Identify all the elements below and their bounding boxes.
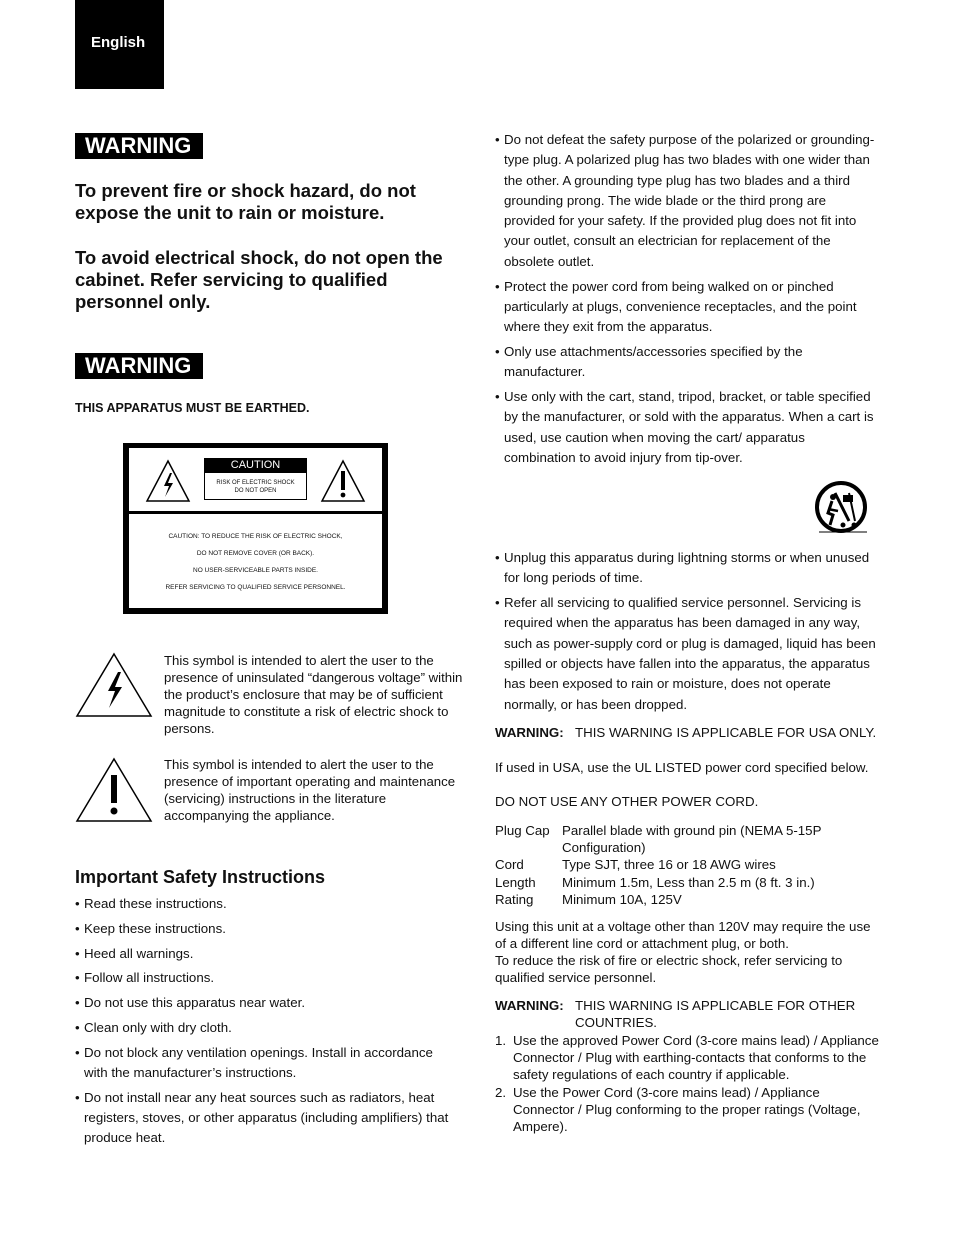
list-item: • Use only with the cart, stand, tripod, bracket, or table specified by the manufacturer, or sold with the apparatus. When a cart is used, use caution when moving the cart/ apparatus combination to avoid injury from tip-over. — [495, 387, 880, 468]
usa-warning-key: WARNING: — [495, 725, 564, 740]
other-countries-warning — [495, 997, 880, 1031]
list-item: • Read these instructions. — [75, 894, 460, 914]
power-cord-spec-table — [495, 822, 862, 908]
exclamation-triangle-icon — [320, 459, 366, 503]
earthed-notice: THIS APPARATUS MUST BE EARTHED. — [75, 401, 310, 415]
table-row — [495, 856, 862, 873]
warning-label-2: WARNING — [75, 353, 203, 379]
spec-key: Cord — [495, 857, 524, 873]
item-number: 1. — [495, 1033, 507, 1048]
table-row — [495, 891, 862, 908]
right-list-top — [495, 130, 880, 473]
list-item: • Keep these instructions. — [75, 919, 460, 939]
item-number: 2. — [495, 1084, 507, 1100]
caution-sub-line-2: DO NOT OPEN — [234, 488, 277, 494]
lightning-symbol-text: This symbol is intended to alert the user to the presence of uninsulated “dangerous voltage” within the product’s enclosure that may be of sufficient magnitude to constitute a risk of electric shock to persons. — [164, 653, 463, 736]
list-item — [495, 1032, 880, 1084]
list-item: • Refer all servicing to qualified service personnel. Servicing is required when the apparatus has been damaged in any way, such as power-supply cord or plug is damaged, liquid has been spilled or objects have fallen into the apparatus, the apparatus has been exposed to rain or moisture, does not operate normally, or has been dropped. — [495, 593, 880, 715]
spec-key: Rating — [495, 891, 534, 907]
spec-value: Minimum 1.5m, Less than 2.5 m (8 ft. 3 in.) — [562, 874, 815, 890]
table-row — [495, 822, 862, 856]
list-item: • Do not use this apparatus near water. — [75, 993, 460, 1013]
list-item: • Clean only with dry cloth. — [75, 1018, 460, 1038]
list-item: • Only use attachments/accessories specified by the manufacturer. — [495, 342, 880, 383]
caution-label-bottom — [129, 514, 382, 608]
list-item: • Follow all instructions. — [75, 968, 460, 988]
voltage-note: Using this unit at a voltage other than 120V may require the use of a different line cord or attachment plug, or both. — [495, 919, 871, 952]
other-countries-list — [495, 1032, 880, 1135]
safety-heading: Important Safety Instructions — [75, 867, 326, 887]
caution-title: CAUTION — [204, 458, 307, 472]
table-row — [495, 874, 862, 891]
spec-value: Type SJT, three 16 or 18 AWG wires — [562, 857, 776, 873]
caution-line-3: NO USER-SERVICEABLE PARTS INSIDE. — [193, 567, 318, 574]
language-tab — [75, 0, 164, 89]
warning-text-shock: To avoid electrical shock, do not open the cabinet. Refer servicing to qualified personnel only. — [75, 247, 443, 312]
caution-line-4: REFER SERVICING TO QUALIFIED SERVICE PERSONNEL. — [165, 584, 346, 591]
other-warning-value: THIS WARNING IS APPLICABLE FOR OTHER COUNTRIES. — [575, 998, 856, 1031]
language-label: English — [91, 34, 146, 51]
list-item: • Heed all warnings. — [75, 944, 460, 964]
item-text: Use the approved Power Cord (3-core mains lead) / Appliance Connector / Plug with earthing-contacts that conforms to the safety regulations of each country if applicable. — [513, 1033, 879, 1083]
caution-subtitle — [204, 472, 307, 500]
list-item: • Do not install near any heat sources such as radiators, heat registers, stoves, or other apparatus (including amplifiers) that produce heat. — [75, 1088, 460, 1149]
list-item: • Do not defeat the safety purpose of the polarized or grounding-type plug. A polarized plug has two blades with one wider than the other. A grounding type plug has two blades and a third grounding prong. The wide blade or the third prong are provided for your safety. If the provided plug does not fit into your outlet, consult an electrician for replacement of the obsolete outlet. — [495, 130, 880, 272]
safety-list — [75, 894, 460, 1153]
caution-label-top — [129, 448, 382, 511]
list-item: • Do not block any ventilation openings. Install in accordance with the manufacturer’s instructions. — [75, 1043, 460, 1084]
caution-sub-line-1: RISK OF ELECTRIC SHOCK — [216, 480, 295, 486]
right-list-bottom — [495, 548, 880, 719]
usa-cord-note: If used in USA, use the UL LISTED power cord specified below. — [495, 760, 869, 775]
lightning-triangle-icon — [145, 459, 191, 503]
caution-lines — [129, 528, 382, 596]
caution-line-1: CAUTION: TO REDUCE THE RISK OF ELECTRIC SHOCK, — [168, 533, 343, 540]
other-warning-key: WARNING: — [495, 998, 564, 1013]
servicing-note: To reduce the risk of fire or electric shock, refer servicing to qualified service personnel. — [495, 953, 843, 986]
list-item: • Unplug this apparatus during lightning storms or when unused for long periods of time. — [495, 548, 880, 589]
cart-tip-over-icon — [813, 481, 869, 535]
spec-value: Minimum 10A, 125V — [562, 891, 682, 907]
caution-label-graphic — [123, 443, 388, 614]
warning-text-rain: To prevent fire or shock hazard, do not expose the unit to rain or moisture. — [75, 180, 416, 223]
warning-label-1: WARNING — [75, 133, 203, 159]
spec-value: Parallel blade with ground pin (NEMA 5-15P Configuration) — [562, 823, 822, 856]
spec-key: Plug Cap — [495, 823, 550, 838]
spec-key: Length — [495, 874, 536, 890]
caution-line-2: DO NOT REMOVE COVER (OR BACK). — [196, 550, 315, 557]
exclamation-symbol-text: This symbol is intended to alert the user to the presence of important operating and maintenance (servicing) instructions in the literature accompanying the appliance. — [164, 757, 456, 823]
list-item — [495, 1084, 880, 1136]
usa-warning — [495, 724, 880, 741]
lightning-warning-icon — [75, 652, 153, 718]
exclamation-warning-icon — [75, 757, 153, 823]
usa-cord-warning: DO NOT USE ANY OTHER POWER CORD. — [495, 794, 759, 809]
list-item: • Protect the power cord from being walked on or pinched particularly at plugs, convenience receptacles, and the point where they exit from the apparatus. — [495, 277, 880, 338]
item-text: Use the Power Cord (3-core mains lead) / Appliance Connector / Plug conforming to the proper ratings (Voltage, Ampere). — [513, 1084, 861, 1135]
usa-warning-value: THIS WARNING IS APPLICABLE FOR USA ONLY. — [575, 725, 877, 740]
